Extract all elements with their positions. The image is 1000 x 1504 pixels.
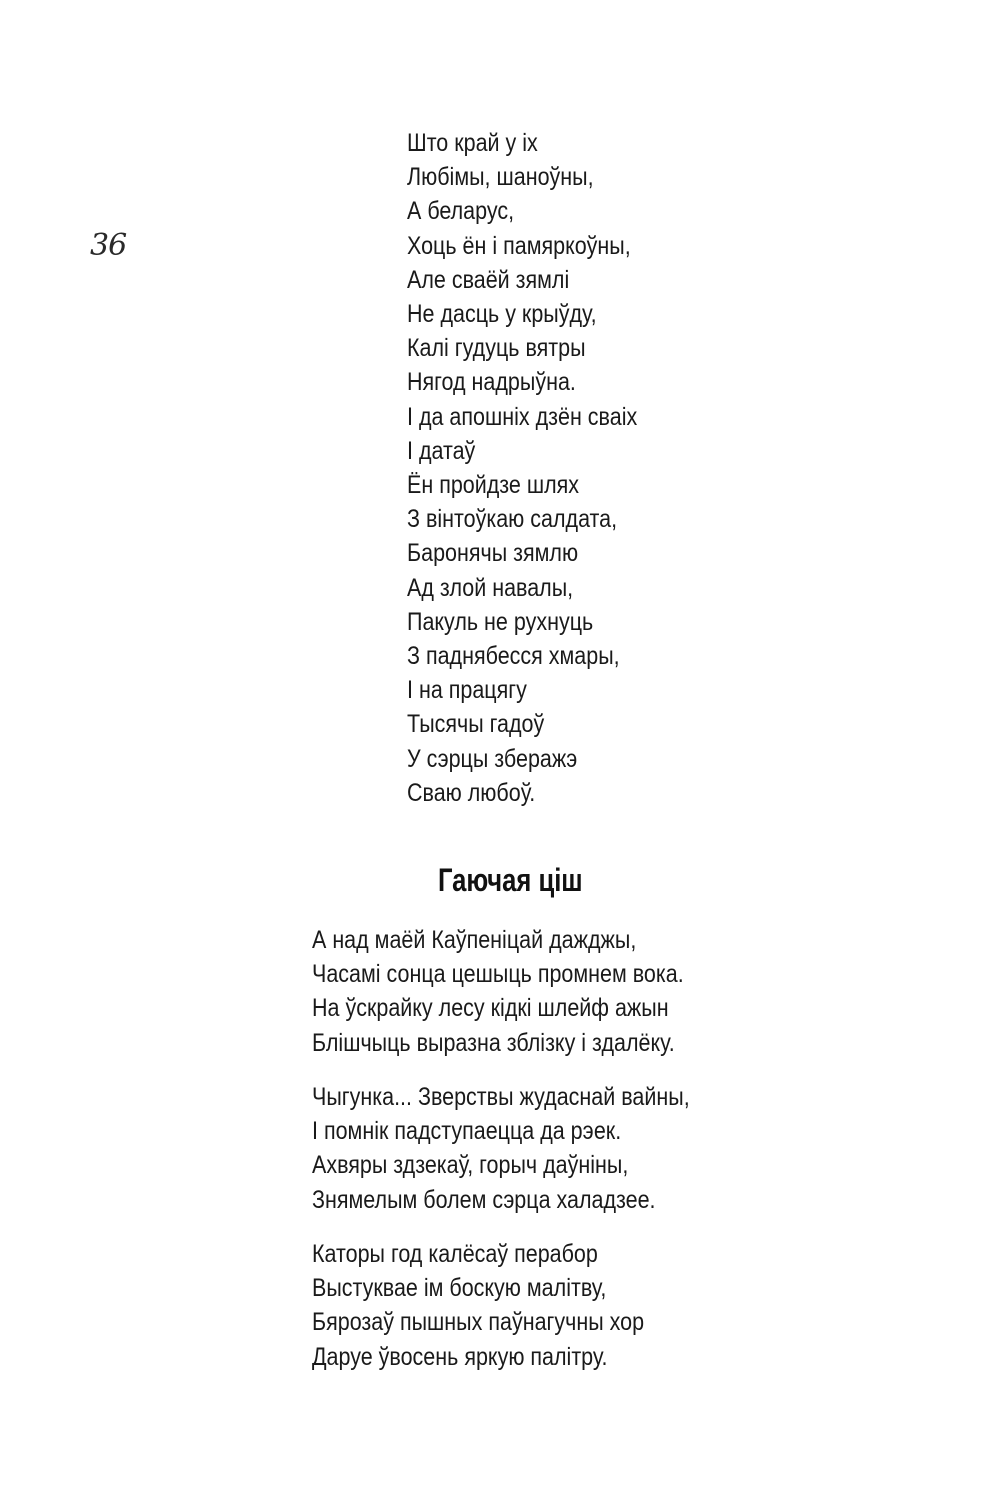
- verse-line: У сэрцы зберажэ: [407, 744, 578, 773]
- verse-line: Пакуль не рухнуць: [407, 607, 594, 636]
- poem-continuation: [407, 126, 637, 810]
- verse-line: Не дасць у крыўду,: [407, 300, 597, 329]
- stanza: [312, 1237, 644, 1374]
- verse-line: І да апошніх дзён сваіх: [407, 402, 638, 431]
- stanza: [312, 923, 684, 1060]
- verse-line: А беларус,: [407, 197, 515, 226]
- verse-line: І помнік падступаецца да рэек.: [312, 1117, 622, 1146]
- verse-line: Чыгунка... Зверствы жудаснай вайны,: [312, 1083, 690, 1111]
- poem-title: Гаючая ціш: [438, 862, 583, 898]
- verse-line: Што край у іх: [407, 129, 538, 157]
- verse-line: Тысячы гадоў: [407, 710, 545, 739]
- verse-line: З паднябесся хмары,: [407, 642, 620, 671]
- verse-line: Знямелым болем сэрца халадзее.: [312, 1185, 656, 1214]
- verse-line: Але сваёй зямлі: [407, 265, 570, 294]
- verse-line: Калі гудуць вятры: [407, 334, 586, 363]
- page-number: 36: [90, 228, 127, 263]
- verse-line: Любімы, шаноўны,: [407, 163, 594, 192]
- verse-line: Ад злой навалы,: [407, 573, 574, 602]
- verse-line: Нягод надрыўна.: [407, 368, 576, 397]
- verse-line: Хоць ён і памяркоўны,: [407, 231, 631, 260]
- verse-line: Даруе ўвосень яркую палітру.: [312, 1342, 608, 1371]
- verse-line: На ўскрайку лесу кідкі шлейф ажын: [312, 994, 669, 1023]
- verse-line: І датаў: [407, 436, 476, 465]
- verse-line: Выстуквае ім боскую малітву,: [312, 1274, 607, 1303]
- verse-line: Часамі сонца цешыць промнем вока.: [312, 960, 684, 989]
- verse-line: Блішчыць выразна зблізку і здалёку.: [312, 1028, 675, 1057]
- verse-line: А над маёй Каўпеніцай дажджы,: [312, 926, 637, 954]
- stanza: [312, 1080, 690, 1217]
- verse-line: З вінтоўкаю салдата,: [407, 505, 618, 534]
- verse-line: І на працягу: [407, 676, 527, 705]
- verse-line: Ён пройдзе шлях: [407, 471, 580, 500]
- verse-line: Каторы год калёсаў перабор: [312, 1240, 598, 1268]
- verse-line: Баронячы зямлю: [407, 539, 579, 568]
- verse-line: Сваю любоў.: [407, 778, 536, 807]
- verse-line: Ахвяры здзекаў, горыч даўніны,: [312, 1151, 629, 1180]
- verse-line: Бярозаў пышных паўнагучны хор: [312, 1308, 645, 1337]
